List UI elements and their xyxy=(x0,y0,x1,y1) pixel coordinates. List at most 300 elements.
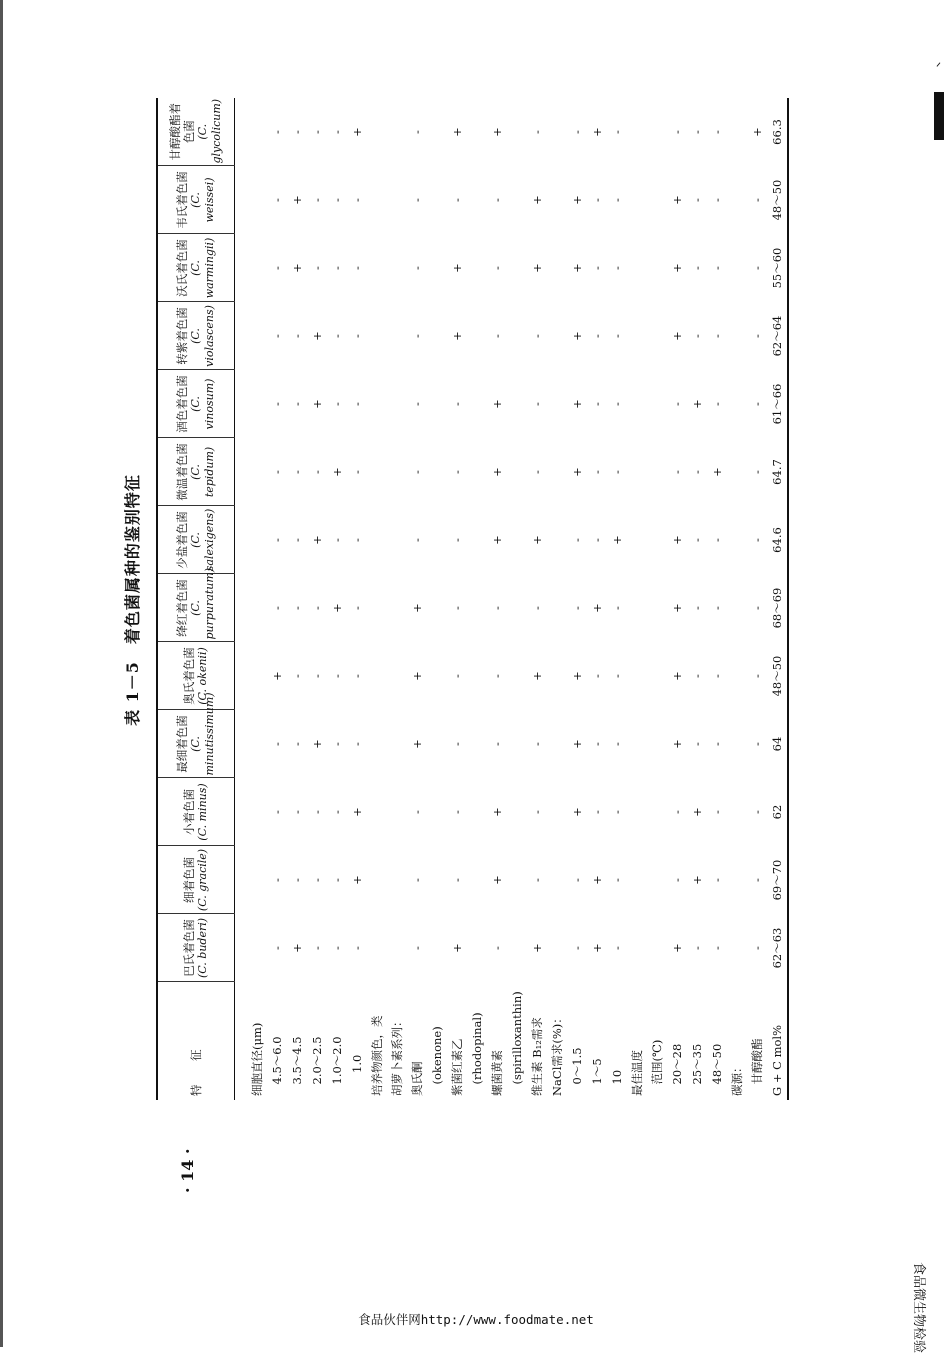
header-cn-name: 小着色菌 xyxy=(182,789,196,835)
table-cell: + xyxy=(689,807,704,817)
table-cell: - xyxy=(749,878,764,882)
table-cell xyxy=(367,506,387,574)
table-cell xyxy=(507,710,527,778)
table-cell: - xyxy=(749,946,764,950)
table-cell: - xyxy=(449,878,464,882)
header-species xyxy=(157,642,235,710)
page-number: · 14 · xyxy=(178,1148,197,1193)
table-cell: - xyxy=(609,334,624,338)
table-cell xyxy=(387,846,407,914)
table-cell xyxy=(647,438,667,506)
table-cell xyxy=(467,778,487,846)
table-cell: + xyxy=(589,603,604,613)
table-cell: - xyxy=(329,130,344,134)
table-cell: - xyxy=(409,198,424,202)
row-label: 螺菌黄素 xyxy=(489,1050,504,1096)
table-cell xyxy=(627,370,647,438)
table-cell: - xyxy=(689,742,704,746)
table-cell: - xyxy=(289,402,304,406)
table-cell: - xyxy=(489,606,504,610)
table-row xyxy=(327,98,347,1100)
table-cell: - xyxy=(589,402,604,406)
table-cell: + xyxy=(529,943,544,953)
row-label: G + C mol% xyxy=(769,1024,784,1096)
table-cell: + xyxy=(409,671,424,681)
table-cell: - xyxy=(589,742,604,746)
table-cell: - xyxy=(609,742,624,746)
table-cell xyxy=(427,778,447,846)
table-cell: - xyxy=(289,606,304,610)
row-label: 48～50 xyxy=(709,1043,724,1096)
table-cell xyxy=(547,438,567,506)
table-cell: - xyxy=(269,946,284,950)
table-cell: + xyxy=(489,535,504,545)
row-label: 奥氏酮 xyxy=(409,1061,424,1096)
table-cell: + xyxy=(349,807,364,817)
table-cell: - xyxy=(329,334,344,338)
table-cell xyxy=(727,846,747,914)
table-cell xyxy=(507,574,527,642)
table-cell xyxy=(507,166,527,234)
table-cell xyxy=(427,98,447,166)
row-label: 紫菌红素乙 xyxy=(449,1038,464,1096)
table-cell: - xyxy=(749,470,764,474)
table-cell xyxy=(647,370,667,438)
table-cell: + xyxy=(489,875,504,885)
table-cell xyxy=(367,438,387,506)
table-cell: - xyxy=(289,742,304,746)
table-cell: + xyxy=(569,399,584,409)
table-cell xyxy=(467,914,487,982)
table-cell xyxy=(547,846,567,914)
table-cell: - xyxy=(349,742,364,746)
table-cell: - xyxy=(569,130,584,134)
table-cell xyxy=(547,574,567,642)
table-cell: - xyxy=(269,878,284,882)
table-cell xyxy=(727,98,747,166)
table-row xyxy=(567,98,587,1100)
table-row xyxy=(547,98,567,1100)
table-cell: - xyxy=(709,130,724,134)
table-cell: - xyxy=(329,402,344,406)
table-cell xyxy=(647,778,667,846)
table-cell: - xyxy=(449,538,464,542)
table-cell: - xyxy=(569,606,584,610)
table-cell: - xyxy=(689,606,704,610)
table-cell: - xyxy=(449,198,464,202)
table-row xyxy=(427,98,447,1100)
binding-mark xyxy=(934,92,944,140)
table-cell xyxy=(647,506,667,574)
header-species xyxy=(157,914,235,982)
table-cell xyxy=(727,914,747,982)
table-cell: - xyxy=(709,878,724,882)
header-latin-name: (C. warmingii) xyxy=(189,237,216,299)
table-cell xyxy=(727,166,747,234)
row-label: 10 xyxy=(609,1069,624,1096)
table-cell: - xyxy=(749,606,764,610)
table-cell: + xyxy=(569,331,584,341)
table-cell: + xyxy=(529,671,544,681)
table-cell xyxy=(247,778,267,846)
table-cell xyxy=(427,642,447,710)
table-cell: 69～70 xyxy=(769,859,784,901)
table-cell: - xyxy=(409,266,424,270)
table-cell: 62～63 xyxy=(769,927,784,969)
table-cell xyxy=(427,574,447,642)
table-cell: - xyxy=(749,402,764,406)
table-row xyxy=(667,98,687,1100)
table-cell: - xyxy=(489,742,504,746)
table-cell xyxy=(647,166,667,234)
table-cell: - xyxy=(409,810,424,814)
table-cell xyxy=(247,98,267,166)
table-cell: + xyxy=(329,467,344,477)
table-cell: + xyxy=(449,263,464,273)
table-cell: - xyxy=(409,538,424,542)
table-cell: - xyxy=(589,538,604,542)
table-cell: - xyxy=(689,198,704,202)
table-cell: + xyxy=(409,603,424,613)
table-cell: - xyxy=(329,946,344,950)
row-label: 4.5～6.0 xyxy=(269,1036,284,1096)
table-cell: - xyxy=(669,130,684,134)
header-species xyxy=(157,438,235,506)
table-cell: - xyxy=(409,946,424,950)
table-cell: + xyxy=(489,399,504,409)
table-cell xyxy=(727,302,747,370)
table-cell: - xyxy=(709,946,724,950)
table-cell: + xyxy=(669,263,684,273)
table-cell: + xyxy=(309,535,324,545)
table-cell: - xyxy=(329,742,344,746)
header-cn-name: 巴氏着色菌 xyxy=(182,919,196,977)
table-cell xyxy=(467,710,487,778)
table-cell: - xyxy=(529,470,544,474)
table-cell: - xyxy=(749,538,764,542)
row-label: 培养物颜色，类 xyxy=(369,1015,384,1096)
table-cell: 66.3 xyxy=(769,119,784,145)
table-cell: - xyxy=(749,674,764,678)
table-cell: - xyxy=(589,334,604,338)
header-species xyxy=(157,692,235,778)
table-cell: - xyxy=(289,878,304,882)
table-cell xyxy=(427,506,447,574)
table-cell: - xyxy=(689,946,704,950)
table-cell: - xyxy=(329,674,344,678)
table-cell: - xyxy=(269,742,284,746)
header-species xyxy=(157,506,235,574)
header-feature xyxy=(157,982,235,1100)
table-cell: 64.7 xyxy=(769,459,784,485)
header-cn-name: 转紫着色菌 xyxy=(175,307,189,365)
table-cell: + xyxy=(609,535,624,545)
row-label: NaCl需求(%)： xyxy=(549,1012,564,1096)
table-cell xyxy=(367,914,387,982)
table-cell: - xyxy=(309,674,324,678)
table-cell xyxy=(247,166,267,234)
header-latin-name: (C. glycolicum) xyxy=(196,98,223,164)
table-cell xyxy=(547,506,567,574)
header-latin-name: (C. violascens) xyxy=(189,305,216,367)
table-cell: - xyxy=(589,810,604,814)
row-label: 胡萝卜素系列： xyxy=(389,1015,404,1096)
table-cell: - xyxy=(709,606,724,610)
table-cell: + xyxy=(529,263,544,273)
table-cell xyxy=(427,438,447,506)
table-cell: + xyxy=(289,943,304,953)
table-row xyxy=(407,98,427,1100)
table-cell xyxy=(547,98,567,166)
row-label: 3.5～4.5 xyxy=(289,1036,304,1096)
table-cell: + xyxy=(589,875,604,885)
table-cell xyxy=(647,846,667,914)
table-cell: - xyxy=(329,538,344,542)
row-label: 细胞直径(μm) xyxy=(249,1022,264,1096)
header-latin-name: (C. minus) xyxy=(196,783,209,841)
table-cell: + xyxy=(569,467,584,477)
header-cn-name: 微温着色菌 xyxy=(175,443,189,501)
table-cell xyxy=(627,234,647,302)
table-cell xyxy=(367,642,387,710)
table-cell: + xyxy=(449,943,464,953)
table-cell xyxy=(367,234,387,302)
header-latin-name: (C. vinosum) xyxy=(189,378,216,430)
table-cell: - xyxy=(709,266,724,270)
table-cell xyxy=(467,574,487,642)
header-cn-name: 特 征 xyxy=(189,1043,203,1096)
table-cell: - xyxy=(669,402,684,406)
table-cell xyxy=(387,506,407,574)
table-cell xyxy=(367,846,387,914)
table-cell: - xyxy=(749,334,764,338)
table-cell: - xyxy=(609,130,624,134)
row-label: 25～35 xyxy=(689,1043,704,1096)
table-cell: - xyxy=(609,674,624,678)
table-cell: - xyxy=(569,878,584,882)
table-cell: - xyxy=(609,198,624,202)
table-cell: - xyxy=(269,538,284,542)
table-cell xyxy=(367,778,387,846)
table-cell: + xyxy=(669,943,684,953)
table-cell: - xyxy=(609,266,624,270)
table-cell: - xyxy=(569,538,584,542)
table-row xyxy=(627,98,647,1100)
table-cell xyxy=(507,506,527,574)
table-cell xyxy=(467,98,487,166)
table-cell xyxy=(367,302,387,370)
table-cell: + xyxy=(349,127,364,137)
table-cell xyxy=(547,914,567,982)
table-cell: - xyxy=(709,742,724,746)
table-row xyxy=(447,98,467,1100)
header-cn-name: 韦氏着色菌 xyxy=(175,171,189,229)
table-cell xyxy=(427,370,447,438)
table-row xyxy=(247,98,267,1100)
table-cell: - xyxy=(269,402,284,406)
table-row xyxy=(607,98,627,1100)
table-cell: + xyxy=(569,671,584,681)
table-cell xyxy=(627,506,647,574)
table-cell: - xyxy=(329,810,344,814)
table-cell: + xyxy=(309,331,324,341)
table-cell: - xyxy=(709,198,724,202)
table-cell xyxy=(387,234,407,302)
identification-table xyxy=(156,98,789,1100)
header-latin-name: (C. gracile) xyxy=(196,848,209,912)
table-cell: - xyxy=(269,810,284,814)
table-cell xyxy=(467,166,487,234)
table-cell xyxy=(247,302,267,370)
table-cell xyxy=(367,166,387,234)
table-cell: - xyxy=(329,878,344,882)
header-latin-name: (C. buderi) xyxy=(196,917,209,979)
binding-tick: ᐟ xyxy=(936,60,942,74)
table-cell: - xyxy=(449,810,464,814)
row-label: 0～1.5 xyxy=(569,1047,584,1096)
header-latin-name: (C. purpuratum) xyxy=(189,567,216,640)
table-cell: 55～60 xyxy=(769,247,784,289)
table-cell xyxy=(247,234,267,302)
table-cell: + xyxy=(449,127,464,137)
table-cell xyxy=(507,778,527,846)
header-latin-name: (C. tepidum) xyxy=(189,446,216,498)
table-cell xyxy=(247,710,267,778)
table-cell: - xyxy=(709,674,724,678)
table-cell: - xyxy=(689,266,704,270)
table-cell xyxy=(367,370,387,438)
table-cell xyxy=(387,302,407,370)
table-cell xyxy=(387,778,407,846)
table-cell: - xyxy=(689,130,704,134)
table-cell: + xyxy=(489,807,504,817)
table-cell: - xyxy=(529,742,544,746)
table-cell xyxy=(507,438,527,506)
table-cell: - xyxy=(309,198,324,202)
table-cell xyxy=(387,98,407,166)
table-cell: - xyxy=(309,470,324,474)
table-cell: + xyxy=(589,943,604,953)
table-row xyxy=(527,98,547,1100)
table-row xyxy=(727,98,747,1100)
table-cell: - xyxy=(309,946,324,950)
row-label: 20～28 xyxy=(669,1043,684,1096)
table-cell: - xyxy=(289,674,304,678)
table-row xyxy=(687,98,707,1100)
table-cell: + xyxy=(489,467,504,477)
table-cell: + xyxy=(349,875,364,885)
table-cell: - xyxy=(749,742,764,746)
table-cell: + xyxy=(669,671,684,681)
table-cell xyxy=(547,710,567,778)
table-cell xyxy=(647,302,667,370)
table-cell: - xyxy=(449,742,464,746)
table-cell: - xyxy=(529,878,544,882)
table-cell: - xyxy=(409,470,424,474)
table-cell: - xyxy=(589,198,604,202)
header-species xyxy=(157,234,235,302)
table-cell xyxy=(387,438,407,506)
table-cell xyxy=(247,574,267,642)
table-cell xyxy=(467,234,487,302)
table-cell: - xyxy=(749,810,764,814)
table-cell: - xyxy=(269,266,284,270)
header-latin-name: (C. salexigens) xyxy=(189,508,216,572)
table-cell: - xyxy=(709,538,724,542)
table-cell: + xyxy=(669,739,684,749)
header-species xyxy=(157,567,235,642)
table-cell xyxy=(367,98,387,166)
table-cell: - xyxy=(269,334,284,338)
table-caption: 表 1－5 着色菌属种的鉴别特征 xyxy=(123,474,142,726)
table-cell: + xyxy=(309,399,324,409)
table-cell: - xyxy=(749,266,764,270)
table-cell xyxy=(727,778,747,846)
header-cn-name: 奥氏着色菌 xyxy=(182,647,196,705)
table-cell xyxy=(467,846,487,914)
table-cell: - xyxy=(609,402,624,406)
table-cell: 62～64 xyxy=(769,315,784,357)
table-cell: - xyxy=(269,198,284,202)
table-cell xyxy=(727,710,747,778)
table-cell: - xyxy=(589,266,604,270)
table-cell xyxy=(627,302,647,370)
table-cell: + xyxy=(289,263,304,273)
table-cell: - xyxy=(709,402,724,406)
table-cell: + xyxy=(709,467,724,477)
header-species xyxy=(157,166,235,234)
table-cell: - xyxy=(329,198,344,202)
table-cell xyxy=(387,642,407,710)
table-row xyxy=(267,98,287,1100)
table-cell: + xyxy=(669,535,684,545)
header-cn-name: 绛红着色菌 xyxy=(175,579,189,637)
table-cell: - xyxy=(709,810,724,814)
table-cell: - xyxy=(309,878,324,882)
table-cell: + xyxy=(569,263,584,273)
table-cell: - xyxy=(689,538,704,542)
table-cell xyxy=(427,166,447,234)
table-cell xyxy=(427,234,447,302)
table-cell xyxy=(387,166,407,234)
table-cell xyxy=(627,438,647,506)
table-cell: - xyxy=(589,674,604,678)
table-cell: + xyxy=(669,603,684,613)
table-cell: + xyxy=(569,739,584,749)
header-cn-name: 最细着色菌 xyxy=(175,715,189,773)
table-cell: - xyxy=(609,470,624,474)
table-cell: - xyxy=(269,606,284,610)
table-cell xyxy=(467,506,487,574)
table-cell xyxy=(367,710,387,778)
header-species xyxy=(157,98,235,166)
table-cell: - xyxy=(289,538,304,542)
table-cell: + xyxy=(289,195,304,205)
table-cell: 64.6 xyxy=(769,527,784,553)
table-cell: - xyxy=(709,334,724,338)
header-cn-name: 细着色菌 xyxy=(182,857,196,903)
table-row xyxy=(347,98,367,1100)
table-cell xyxy=(427,302,447,370)
header-latin-name: (C. minutissimum) xyxy=(189,692,216,776)
table-cell: - xyxy=(289,130,304,134)
header-species xyxy=(157,778,235,846)
table-cell xyxy=(647,234,667,302)
table-cell xyxy=(467,370,487,438)
table-cell: - xyxy=(489,266,504,270)
table-cell: - xyxy=(409,130,424,134)
table-cell xyxy=(387,370,407,438)
